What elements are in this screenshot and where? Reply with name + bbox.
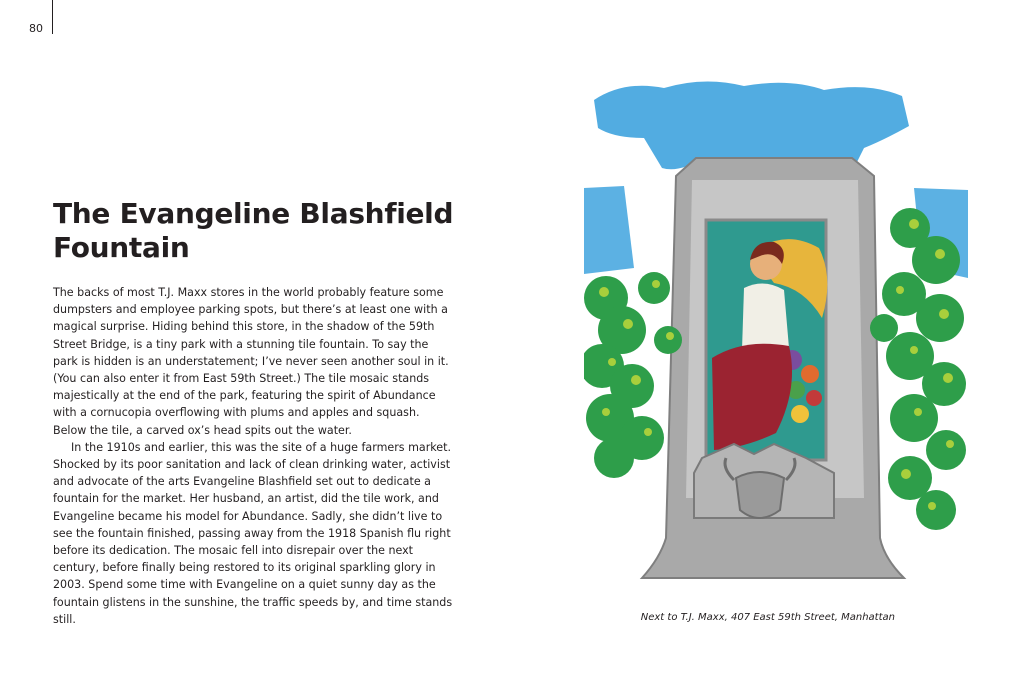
foliage-left [584,272,682,478]
article-paragraph-2: In the 1910s and earlier, this was the site of a huge farmers market. Shocked by its poor sanitation and lack of clean drinking water, activist and advocate of the arts Evangeline Blashfield set out to dedicate a fountain for the market. Her husband, an artist, did the tile work, and Evangeline became his model for Abundance. Sadly, she didn’t live to see the fountain finished, passing away from the 1918 Spanish flu right before its dedication. The mosaic fell into disrepair over the next century, before finally being restored to its original sparkling glory in 2003. Spend some time with Evangeline on a quiet sunny day as the fountain glistens in the sunshine, the traffic speeds by, and time stands still. [53,440,453,626]
ox-head [736,472,784,518]
page-number: 80 [29,22,43,35]
foliage-right [870,208,966,530]
illustration-caption: Next to T.J. Maxx, 407 East 59th Street, Manhattan [640,612,895,623]
article-body [53,284,453,628]
article-title: The Evangeline Blashfield Fountain [53,197,454,264]
page-rule [52,0,53,34]
article-paragraph-1: The backs of most T.J. Maxx stores in the world probably feature some dumpsters and employee parking spots, but there’s at least one with a magical surprise. Hiding behind this store, in the shadow of the 59th Street Bridge, is a tiny park with a stunning tile fountain. To say the park is hidden is an understatement; I’ve never seen another soul in it. (You can also enter it from East 59th Street.) The tile mosaic stands majestically at the end of the park, featuring the spirit of Abundance with a cornucopia overflowing with plums and apples and squash. Below the tile, a carved ox’s head spits out the water. [53,286,449,437]
fountain-illustration [584,78,968,586]
sky [584,186,634,274]
sky [594,81,909,169]
